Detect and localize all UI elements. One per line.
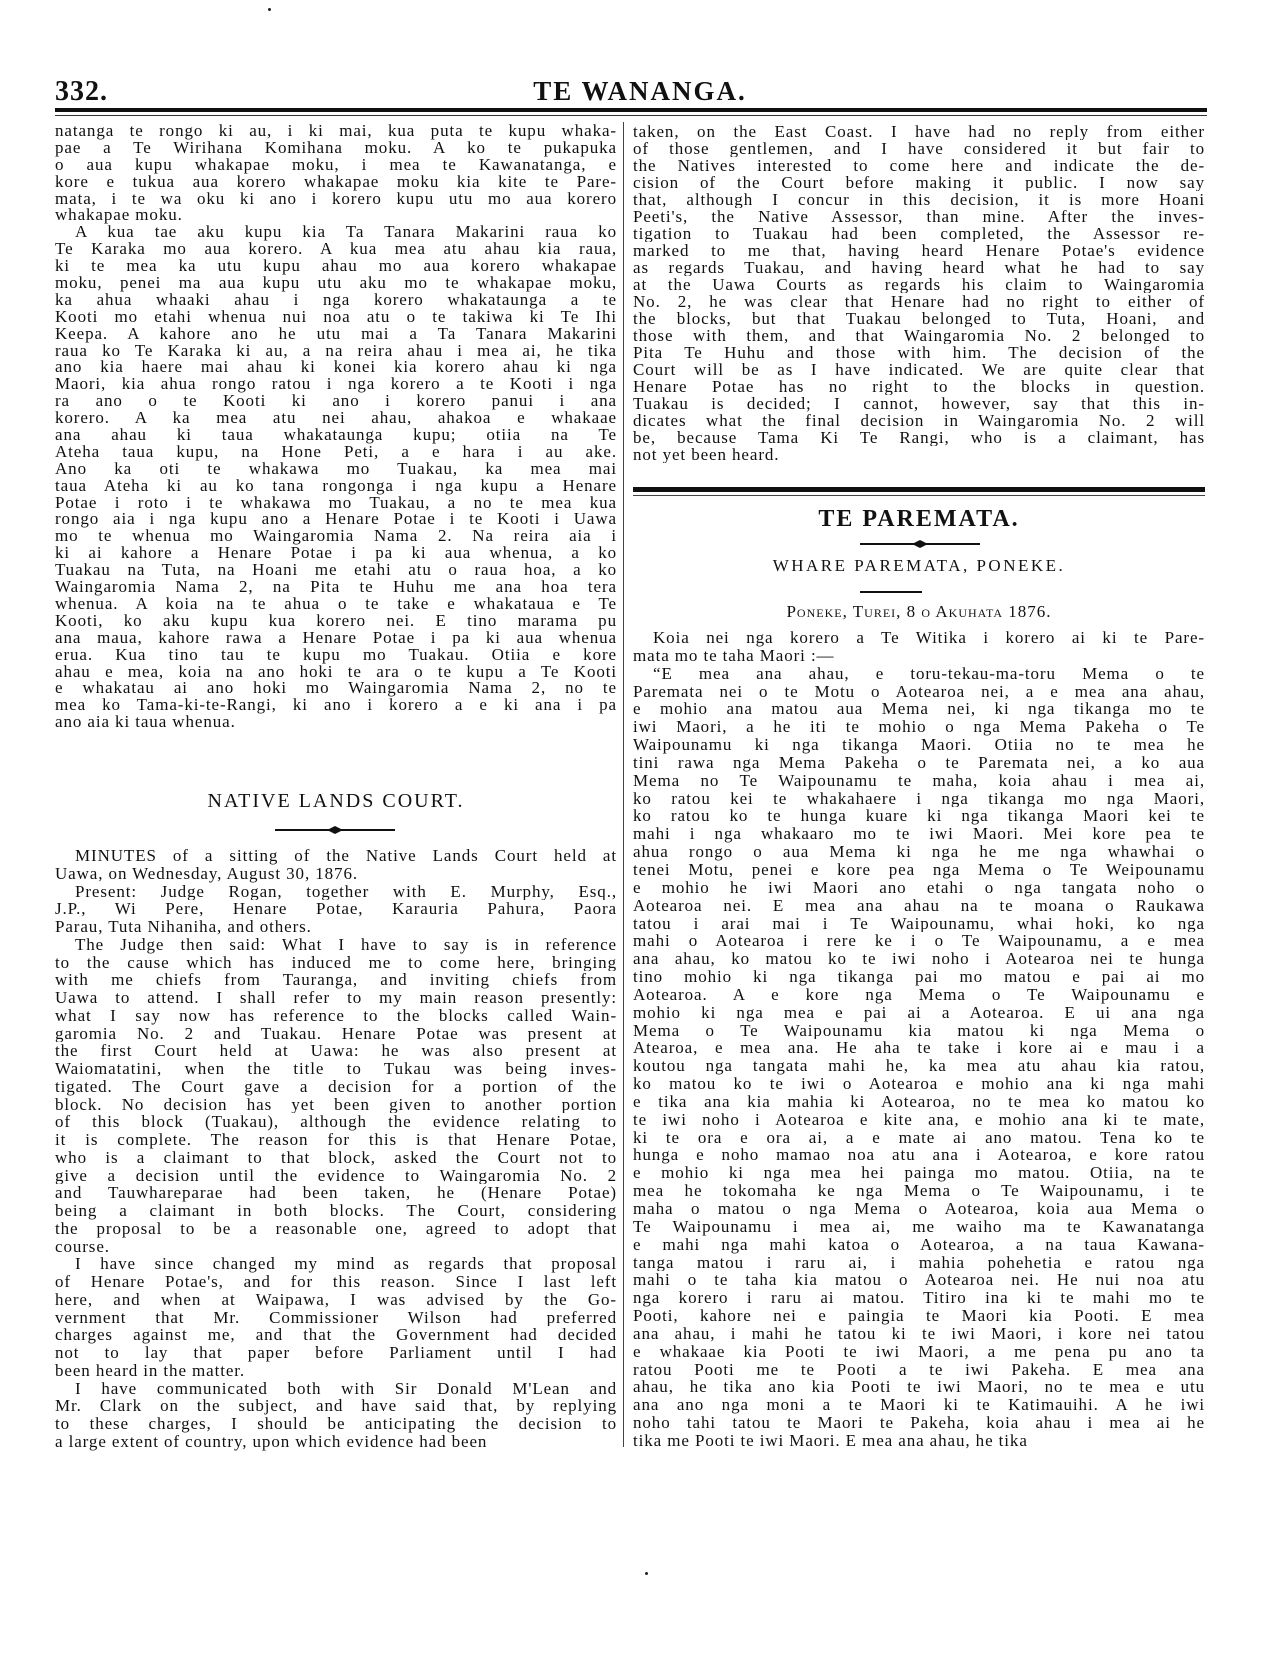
text-line: been heard in the matter.	[55, 1361, 246, 1380]
text-line: A kua tae aku kupu kia Ta Tanara Makarini raua ko	[75, 224, 617, 242]
text-line: iwi Maori, a he iti te mohio o nga Mema Pakeha o Te	[633, 718, 1205, 737]
text-line: e mohio he iwi Maori ano etahi o nga tangata noho o	[633, 878, 1205, 897]
section-separator-thin	[633, 495, 1205, 496]
text-line: ano kia haere mai ahau ki konei kia korero ahau ki nga	[55, 359, 617, 377]
text-line: MINUTES of a sitting of the Native Lands Court held at	[75, 847, 617, 865]
masthead-title: TE WANANGA.	[533, 76, 747, 106]
text-line: Parau, Tuta Nihaniha, and others.	[55, 918, 312, 936]
short-rule	[860, 591, 922, 593]
text-line: ano aia ki taua whenua.	[55, 714, 236, 732]
text-line: ko matou ko te iwi o Aotearoa e mohio ana ki nga mahi	[633, 1075, 1205, 1093]
text-line: marked to me that, having heard Henare Potae's evidence	[633, 242, 1205, 259]
text-line: Keepa. A kahore ano he utu mai a Ta Tanara Makarini	[55, 325, 617, 343]
text-line: tanga matou i raru ai, i mahia pohehetia e ratou nga	[633, 1253, 1205, 1272]
text-line: Pita Te Huhu and those with him. The decision of the	[633, 344, 1205, 361]
text-line: a large extent of country, upon which evidence had been	[55, 1432, 488, 1451]
text-line: Henare Potae has no right to the blocks in question.	[633, 378, 1205, 395]
text-line: Kooti, ko aku kupu kua korero nei. E tino marama pu	[55, 612, 617, 630]
text-line: it is complete. The reason for this is that Henare Potae,	[55, 1131, 617, 1149]
text-line: e mohio ki nga mea hei painga mo matou. Otiia, na te	[633, 1164, 1205, 1183]
text-line: the proposal to be a reasonable one, agreed to adopt that	[55, 1219, 617, 1238]
text-line: Ano ka oti te whakawa mo Tuakau, ka mea mai	[55, 460, 617, 478]
text-line: The Judge then said: What I have to say is in reference	[75, 935, 617, 954]
print-speck	[268, 8, 271, 11]
text-line: mea ko Tama-ki-te-Rangi, ki ano i korero a e ki ana i pa	[55, 697, 617, 715]
text-line: Uawa, on Wednesday, August 30, 1876.	[55, 864, 358, 883]
text-line: natanga te rongo ki au, i ki mai, kua puta te kupu whaka-	[55, 123, 617, 140]
text-line: ra ano o te Kooti ki ano i korero panui i ana	[55, 393, 617, 411]
dateline: Poneke, Turei, 8 o Akuhata 1876.	[786, 602, 1052, 621]
whare-paremata-subheading: WHARE PAREMATA, PONEKE.	[772, 556, 1066, 575]
text-line: that, although I concur in this decision, it is more Hoani	[633, 191, 1205, 208]
text-line: tigation to Tuakau had been completed, the Assessor re-	[633, 225, 1205, 242]
text-line: Tuakau na Tuta, na Hoani me etahi atu o raua hoa, a ko	[55, 562, 617, 580]
text-line: ahau e mea, koia na ano hoki te ara o te kupu a Te Kooti	[55, 663, 617, 681]
text-line: Court will be as I have indicated. We are quite clear that	[633, 361, 1205, 378]
text-line: Aotearoa nei. E mea ana ahau na te moana o Raukawa	[633, 896, 1205, 915]
text-line: mata, i te wa oku ki ano i korero kupu utu mo aua korero	[55, 190, 617, 208]
text-line: vernment that Mr. Commissioner Wilson had preferred	[55, 1308, 617, 1327]
text-line: rongo aia i nga kupu ano a Henare Potae i te Kooti i Uawa	[55, 511, 617, 529]
te-paremata-heading: TE PAREMATA.	[818, 506, 1020, 532]
text-line: e tika ana kia mahia ki Aotearoa, no te mea ko matou ko	[633, 1092, 1205, 1111]
minutes-continuation	[633, 123, 1205, 463]
text-line: I have since changed my mind as regards that proposal	[75, 1255, 617, 1273]
parliament-speech	[633, 629, 1205, 1450]
text-line: mahi i nga whakaaro mo te iwi Maori. Mei kore pea te	[633, 825, 1205, 844]
text-line: block. No decision has yet been given to another portion	[55, 1095, 617, 1114]
text-line: here, and when at Waipawa, I was advised by the Go-	[55, 1290, 617, 1309]
text-line: Koia nei nga korero a Te Witika i korero ai ki te Pare-	[653, 629, 1205, 647]
text-line: mea he tokomaha ke nga Mema o Te Waipounamu, i te	[633, 1182, 1205, 1200]
text-line: taua Ateha ki au ko tana rongonga i nga kupu a Henare	[55, 477, 617, 495]
maori-article-continuation	[55, 123, 617, 731]
text-line: tika me Pooti te iwi Maori. E mea ana ahau, he tika	[633, 1431, 1028, 1450]
text-line: Ateha taua kupu, na Hone Peti, a e hara i au ake.	[55, 443, 617, 461]
text-line: maha o matou o nga Mema o Aotearoa, koia aua Mema o	[633, 1200, 1205, 1218]
text-line: J.P., Wi Pere, Henare Potae, Karauria Pahura, Paora	[55, 900, 617, 918]
text-line: Te Waipounamu i mea ai, me waiho ma te Kawanatanga	[633, 1217, 1205, 1236]
text-line: koutou nga tangata mahi he, ka mea atu ahau kia ratou,	[633, 1057, 1205, 1076]
text-line: mo te whenua mo Waingaromia Nama 2. Na reira aia i	[55, 528, 617, 546]
text-line: tini rawa nga Mema Pakeha o te Paremata nei, a ko aua	[633, 753, 1205, 772]
text-line: who is a claimant to that block, asked the Court not to	[55, 1148, 617, 1167]
text-line: course.	[55, 1237, 110, 1256]
text-line: e mahi nga mahi katoa o Aotearoa, a na taua Kawana-	[633, 1235, 1205, 1254]
section-separator	[633, 487, 1205, 492]
text-line: Kooti mo etahi whenua nui noa atu o te takiwa ki Te Ihi	[55, 308, 617, 326]
text-line: mohio ki nga mea e pai ai a Aotearoa. E ui ana nga	[633, 1003, 1205, 1022]
text-line: dicates what the final decision in Waingaromia No. 2 will	[633, 412, 1205, 429]
text-line: I have communicated both with Sir Donald M'Lean and	[75, 1379, 617, 1398]
text-line: of those gentlemen, and I have considered it but fair to	[633, 140, 1205, 157]
text-line: Tuakau is decided; I cannot, however, say that this in-	[633, 395, 1205, 412]
text-line: not yet been heard.	[633, 446, 780, 463]
text-line: mahi o te taha kia matou o Aotearoa nei. He nui noa atu	[633, 1271, 1205, 1290]
text-line: Present: Judge Rogan, together with E. Murphy, Esq.,	[75, 882, 617, 901]
header-rule	[55, 108, 1207, 112]
text-line: of this block (Tuakau), although the evidence relating to	[55, 1113, 617, 1131]
text-line: o aua kupu whakapae moku, i mea te Kawanatanga, e	[55, 156, 617, 174]
text-line: to the cause which has induced me to come here, bringing	[55, 953, 617, 972]
text-line: Te Karaka mo aua korero. A kua mea atu ahau kia raua,	[55, 241, 617, 259]
text-line: Aotearoa. A e kore nga Mema o Te Waipounamu e	[633, 985, 1205, 1004]
text-line: Peeti's, the Native Assessor, than mine. After the inves-	[633, 208, 1205, 225]
text-line: what I say now has reference to the blocks called Wain-	[55, 1006, 617, 1025]
text-line: tigated. The Court gave a decision for a portion of the	[55, 1077, 617, 1096]
text-line: garomia No. 2 and Tuakau. Henare Potae was present at	[55, 1024, 617, 1043]
text-line: e whakaae kia Pooti te iwi Maori, a me pena pu ano ta	[633, 1342, 1205, 1361]
text-line: “E mea ana ahau, e toru-tekau-ma-toru Mema o te	[653, 664, 1205, 683]
text-line: the Natives interested to come here and indicate the de-	[633, 157, 1205, 174]
text-line: pae a Te Wirihana Komihana moku. A ko te pukapuka	[55, 139, 617, 157]
text-line: the blocks, but that Tuakau belonged to Tuta, Hoani, and	[633, 310, 1205, 327]
ornament-rule-icon	[860, 539, 980, 549]
text-line: nga korero i raru ai matou. Titiro ina ki te mahi mo te	[633, 1289, 1205, 1308]
text-line: ahua rongo o aua Mema ki nga he me nga whawhai o	[633, 843, 1205, 861]
text-line: ana maua, kahore rawa a Henare Potae i pa ki aua whenua	[55, 629, 617, 647]
text-line: Potae i roto i te whakawa mo Tuakau, a no te mea kua	[55, 494, 617, 512]
text-line: ko ratou kei te whakahaere i nga tikanga mo nga Maori,	[633, 789, 1205, 808]
text-line: Mr. Clark on the subject, and have said that, by replying	[55, 1397, 617, 1415]
text-line: and Tauwhareparae had been taken, he (Henare Potae)	[55, 1184, 617, 1202]
text-line: Paremata nei o te Motu o Aotearoa nei, a e mea ana ahau,	[633, 682, 1205, 701]
text-line: Pooti, kahore nei e paingia te Maori kia Pooti. E mea	[633, 1307, 1205, 1325]
text-line: cision of the Court before making it public. I now say	[633, 174, 1205, 191]
text-line: kore e tukua aua korero whakapae moku kia kite te Pare-	[55, 173, 617, 191]
text-line: not to lay that paper before Parliament until I had	[55, 1344, 617, 1362]
text-line: No. 2, he was clear that Henare had no right to either of	[633, 293, 1205, 310]
text-line: ana ahau, i mahi he tatou ki te iwi Maori, i kore nei tatou	[633, 1324, 1205, 1343]
print-speck	[645, 1572, 648, 1575]
text-line: ana ahau, ko matou ko te iwi noho i Aotearoa nei te hunga	[633, 950, 1205, 969]
text-line: korero. A ka mea atu nei ahau, ahakoa e whakaae	[55, 410, 617, 428]
text-line: ka ahua whaaki ahau i nga korero whakataunga a te	[55, 291, 617, 309]
text-line: Mema no Te Waipounamu te maha, koia ahau i mea ai,	[633, 771, 1205, 790]
text-line: ana ano nga moni a te Maori ki te Katimauihi. A he iwi	[633, 1396, 1205, 1415]
text-line: Mema o Te Waipounamu kia matou ki nga Mema o	[633, 1021, 1205, 1040]
text-line: erua. Kua tino tau te kupu mo Tuakau. Otiia e kore	[55, 646, 617, 664]
text-line: whenua. A koia na te ahua o te take e whakataua e Te	[55, 595, 617, 613]
text-line: of Henare Potae's, and for this reason. Since I last left	[55, 1273, 617, 1291]
text-line: whakapae moku.	[55, 207, 183, 225]
text-line: with me chiefs from Tauranga, and inviting chiefs from	[55, 971, 617, 989]
text-line: those with them, and that Waingaromia No. 2 belonged to	[633, 327, 1205, 344]
text-line: Waipounamu ki nga tikanga Maori. Otiia no te mea he	[633, 736, 1205, 754]
text-line: the first Court held at Uawa: he was also present at	[55, 1042, 617, 1060]
text-line: raua ko Te Karaka ki au, a na reira ahau i mea ai, he tika	[55, 342, 617, 360]
text-line: ki ai kahore a Henare Potae i pa ki aua whenua, a ko	[55, 545, 617, 563]
text-line: Uawa to attend. I shall refer to my main reason presently:	[55, 989, 617, 1007]
text-line: ko ratou ko te hunga kuare ki nga tikanga Maori kei te	[633, 807, 1205, 826]
text-line: being a claimant in both blocks. The Court, considering	[55, 1202, 617, 1220]
text-line: Maori, kia ahua rongo ratou i nga korero a te Kooti i nga	[55, 376, 617, 394]
text-line: tenei Motu, penei e kore pea nga Mema o Te Weipounamu	[633, 860, 1205, 879]
text-line: taken, on the East Coast. I have had no reply from either	[633, 123, 1205, 140]
text-line: hunga e noho mamao noa atu ana i Aotearoa, e kore ratou	[633, 1146, 1205, 1165]
ornament-rule-icon	[275, 825, 395, 835]
text-line: Waingaromia Nama 2, na Pita te Huhu me ana hoa tera	[55, 579, 617, 596]
text-line: mata mo te taha Maori :—	[633, 646, 835, 665]
text-line: ahau, he tika ano kia Pooti te iwi Maori, no te mea e utu	[633, 1378, 1205, 1397]
text-line: as regards Tuakau, and having heard what he had to say	[633, 259, 1205, 276]
text-line: give a decision until the evidence to Waingaromia No. 2	[55, 1166, 617, 1185]
text-line: tatou i arai mai i Te Waipounamu, whai hoki, ko nga	[633, 914, 1205, 933]
text-line: charges against me, and that the Government had decided	[55, 1326, 617, 1344]
text-line: ki te mea ka utu kupu ahau mo aua korero whakapae	[55, 258, 617, 276]
text-line: at the Uawa Courts as regards his claim to Waingaromia	[633, 276, 1205, 293]
page-number: 332.	[55, 76, 108, 107]
header-rule-thin	[55, 115, 1207, 116]
text-line: e whakatau ai ano hoki mo Waingaromia Nama 2, no te	[55, 680, 617, 698]
text-line: noho tahi tatou te Maori te Pakeha, koia ahau i mea ai he	[633, 1414, 1205, 1432]
text-line: to these charges, I should be anticipating the decision to	[55, 1415, 617, 1433]
text-line: te iwi noho i Aotearoa e kite ana, e mohio ana ki te mate,	[633, 1110, 1205, 1129]
column-divider	[623, 122, 624, 1447]
text-line: e mohio ana matou aua Mema nei, ki nga tikanga mo te	[633, 700, 1205, 719]
text-line: be, because Tama Ki Te Rangi, who is a claimant, has	[633, 429, 1205, 446]
text-line: Waiomatatini, when the title to Tukau was being inves-	[55, 1060, 617, 1078]
native-lands-court-minutes	[55, 847, 617, 1451]
text-line: tino mohio ki nga tikanga pai mo matou e pai ai mo	[633, 968, 1205, 986]
native-lands-court-heading: NATIVE LANDS COURT.	[207, 790, 465, 812]
text-line: Atearoa, e mea ana. He aha te take i kore ai e mau i a	[633, 1039, 1205, 1058]
text-line: ki te ora e ora ai, a e mate ai ano matou. Tena ko te	[633, 1128, 1205, 1147]
text-line: moku, penei ma aua kupu utu aku mo te whakapae moku,	[55, 275, 617, 292]
text-line: mahi o Aotearoa i rere ke i o Te Waipounamu, a e mea	[633, 932, 1205, 951]
text-line: ana ahau ki taua whakataunga kupu; otiia na Te	[55, 427, 617, 444]
text-line: ratou Pooti me te Pooti a te iwi Pakeha. E mea ana	[633, 1360, 1205, 1379]
